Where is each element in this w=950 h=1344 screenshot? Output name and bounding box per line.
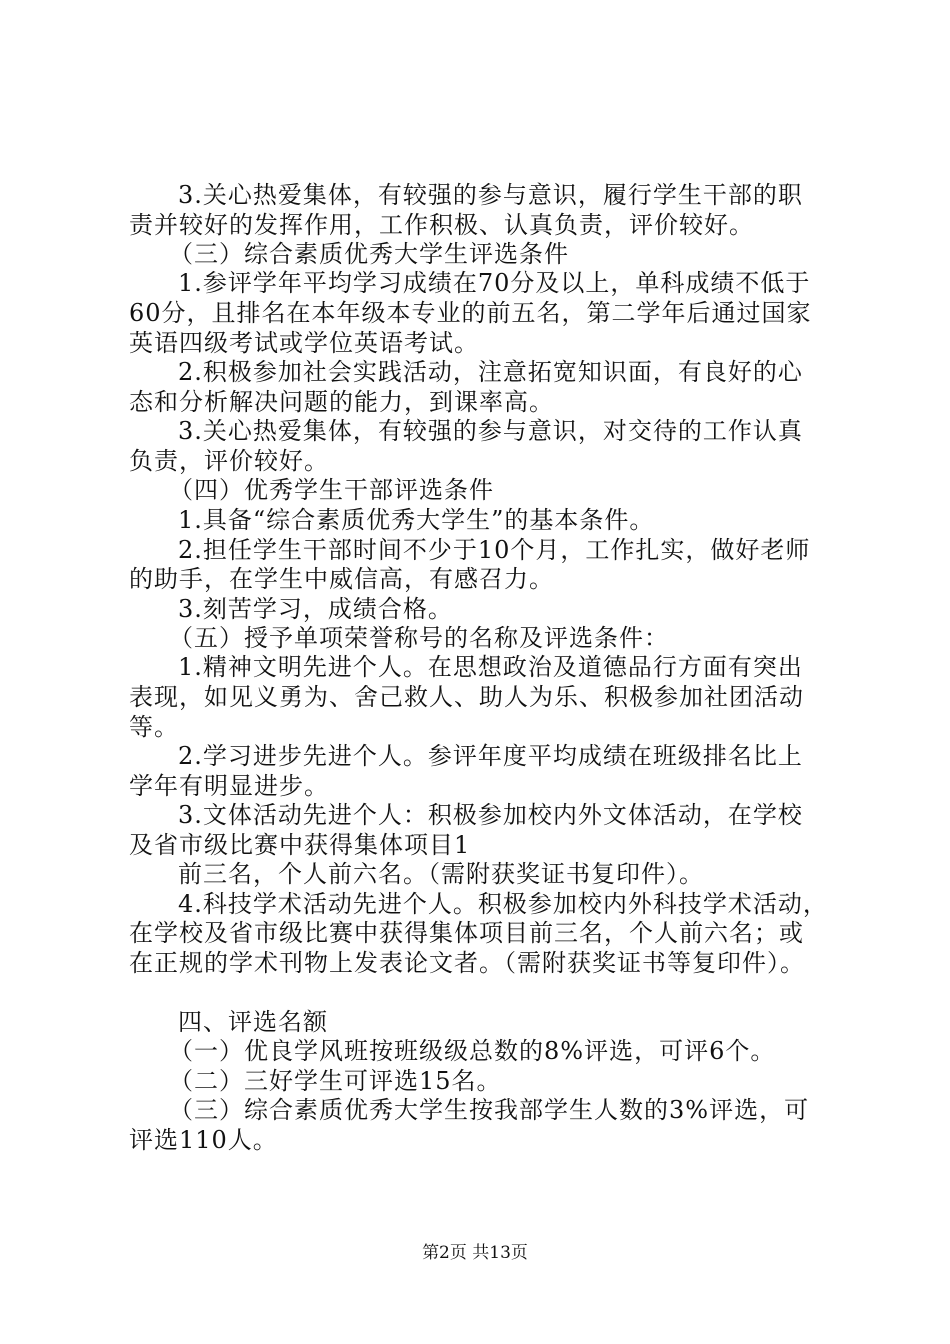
paragraph-line: 2.担任学生干部时间不少于10个月，工作扎实，做好老师 xyxy=(178,536,811,564)
paragraph-line: 2.积极参加社会实践活动，注意拓宽知识面，有良好的心 xyxy=(178,358,803,386)
paragraph-line: 1.参评学年平均学习成绩在70分及以上，单科成绩不低于 xyxy=(178,269,811,297)
paragraph-line: 评选110人。 xyxy=(129,1126,278,1154)
paragraph-line: 英语四级考试或学位英语考试。 xyxy=(129,329,479,357)
paragraph-line: 在正规的学术刊物上发表论文者。（需附获奖证书等复印件）。 xyxy=(129,949,805,977)
paragraph-line: （一）优良学风班按班级级总数的8%评选，可评6个。 xyxy=(169,1037,776,1065)
paragraph-line: 1.精神文明先进个人。在思想政治及道德品行方面有突出 xyxy=(178,653,803,681)
paragraph-line: 前三名，个人前六名。（需附获奖证书复印件）。 xyxy=(178,860,704,888)
paragraph-line: （三）综合素质优秀大学生按我部学生人数的3%评选，可 xyxy=(169,1096,810,1124)
section-heading: （五）授予单项荣誉称号的名称及评选条件： xyxy=(169,624,669,652)
paragraph-line: 3.刻苦学习，成绩合格。 xyxy=(178,595,453,623)
paragraph-line: 的助手，在学生中威信高，有感召力。 xyxy=(129,565,554,593)
paragraph-line: 及省市级比赛中获得集体项目1 xyxy=(129,831,471,859)
paragraph-line: 等。 xyxy=(129,713,179,741)
paragraph-line: 60分，且排名在本年级本专业的前五名，第二学年后通过国家 xyxy=(129,299,812,327)
paragraph-line: 1.具备“综合素质优秀大学生”的基本条件。 xyxy=(178,506,655,534)
paragraph-line: 表现，如见义勇为、舍己救人、助人为乐、积极参加社团活动 xyxy=(129,683,804,711)
paragraph-line: 3.文体活动先进个人：积极参加校内外文体活动，在学校 xyxy=(178,801,803,829)
section-heading: 四、评选名额 xyxy=(178,1008,328,1036)
paragraph-line: （二）三好学生可评选15名。 xyxy=(169,1067,502,1095)
section-heading: （四）优秀学生干部评选条件 xyxy=(169,476,494,504)
paragraph-line: 3.关心热爱集体，有较强的参与意识，对交待的工作认真 xyxy=(178,417,803,445)
paragraph-line: 负责，评价较好。 xyxy=(129,447,329,475)
paragraph-line: 责并较好的发挥作用，工作积极、认真负责，评价较好。 xyxy=(129,211,754,239)
paragraph-line: 3.关心热爱集体，有较强的参与意识，履行学生干部的职 xyxy=(178,181,803,209)
section-heading: （三）综合素质优秀大学生评选条件 xyxy=(169,240,569,268)
paragraph-line: 2.学习进步先进个人。参评年度平均成绩在班级排名比上 xyxy=(178,742,803,770)
page-number-footer: 第2页 共13页 xyxy=(422,1243,528,1263)
paragraph-line: 学年有明显进步。 xyxy=(129,772,329,800)
paragraph-line: 态和分析解决问题的能力，到课率高。 xyxy=(129,388,554,416)
paragraph-line: 4.科技学术活动先进个人。积极参加校内外科技学术活动， xyxy=(178,890,828,918)
paragraph-line: 在学校及省市级比赛中获得集体项目前三名，个人前六名；或 xyxy=(129,919,804,947)
